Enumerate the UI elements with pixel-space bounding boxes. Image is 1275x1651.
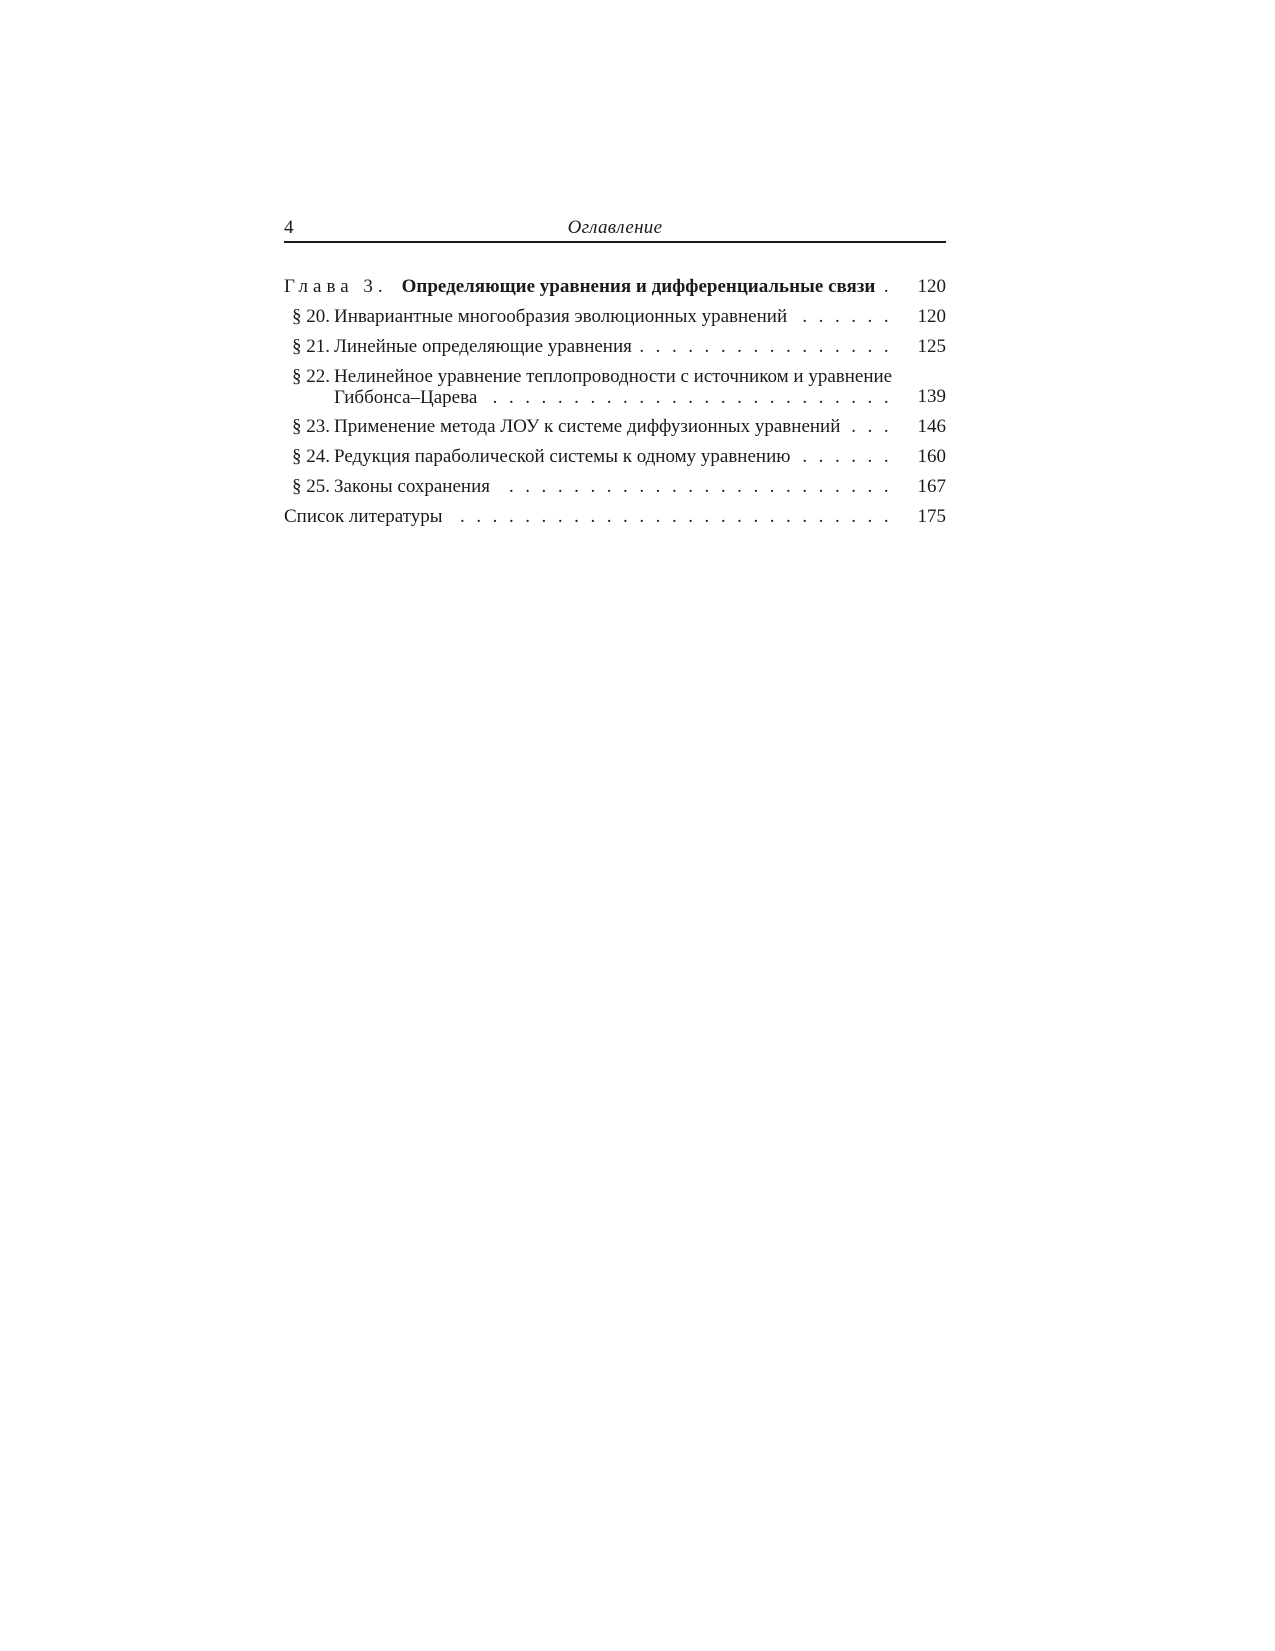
section-title-cell xyxy=(334,446,898,468)
book-page xyxy=(284,215,946,536)
section-title-wrapped xyxy=(334,366,898,408)
toc-section-21 xyxy=(284,336,946,358)
toc-section-24 xyxy=(284,446,946,468)
section-number: § 24. xyxy=(292,446,330,467)
toc-section-22 xyxy=(284,366,946,408)
section-title: Линейные определяющие уравнения xyxy=(334,336,638,357)
references-title: Список литературы xyxy=(284,506,449,527)
section-page: 160 xyxy=(917,446,946,467)
section-page: 167 xyxy=(917,476,946,497)
section-page: 120 xyxy=(917,306,946,327)
section-page: 146 xyxy=(917,416,946,437)
section-title: Инвариантные многообразия эволюционных уравнений xyxy=(334,306,793,327)
references-title-cell xyxy=(284,506,898,528)
section-page: 125 xyxy=(917,336,946,357)
chapter-title: Определяющие уравнения и дифференциальные связи xyxy=(402,276,882,297)
running-title: Оглавление xyxy=(567,217,663,238)
page-number: 4 xyxy=(284,217,294,238)
section-title-line-2: Гиббонса–Царева xyxy=(334,387,483,408)
section-title-line-1: Нелинейное уравнение теплопроводности с источником и уравнение xyxy=(334,366,893,387)
table-of-contents xyxy=(284,276,946,528)
section-number: § 21. xyxy=(292,336,330,357)
section-title-cell xyxy=(334,306,898,328)
section-title: Применение метода ЛОУ к системе диффузионных уравнений xyxy=(334,416,846,437)
section-title: Редукция параболической системы к одному уравнению xyxy=(334,446,796,467)
section-page: 139 xyxy=(917,386,946,407)
running-head xyxy=(284,215,946,243)
toc-chapter-3 xyxy=(284,276,946,298)
toc-section-23 xyxy=(284,416,946,438)
chapter-title-cell xyxy=(402,276,898,298)
section-title: Законы сохранения xyxy=(334,476,496,497)
section-title-cell xyxy=(334,416,898,438)
section-title-cell xyxy=(334,476,898,498)
section-number: § 25. xyxy=(292,476,330,497)
toc-references xyxy=(284,506,946,528)
section-title-line-2-row xyxy=(334,387,898,408)
toc-section-25 xyxy=(284,476,946,498)
references-page: 175 xyxy=(917,506,946,527)
section-number: § 23. xyxy=(292,416,330,437)
section-number: § 22. xyxy=(292,366,330,387)
section-title-cell xyxy=(334,387,898,408)
section-title-cell xyxy=(334,336,898,358)
chapter-label: Глава 3. xyxy=(284,276,388,297)
section-number: § 20. xyxy=(292,306,330,327)
chapter-page: 120 xyxy=(917,276,946,297)
toc-section-20 xyxy=(284,306,946,328)
